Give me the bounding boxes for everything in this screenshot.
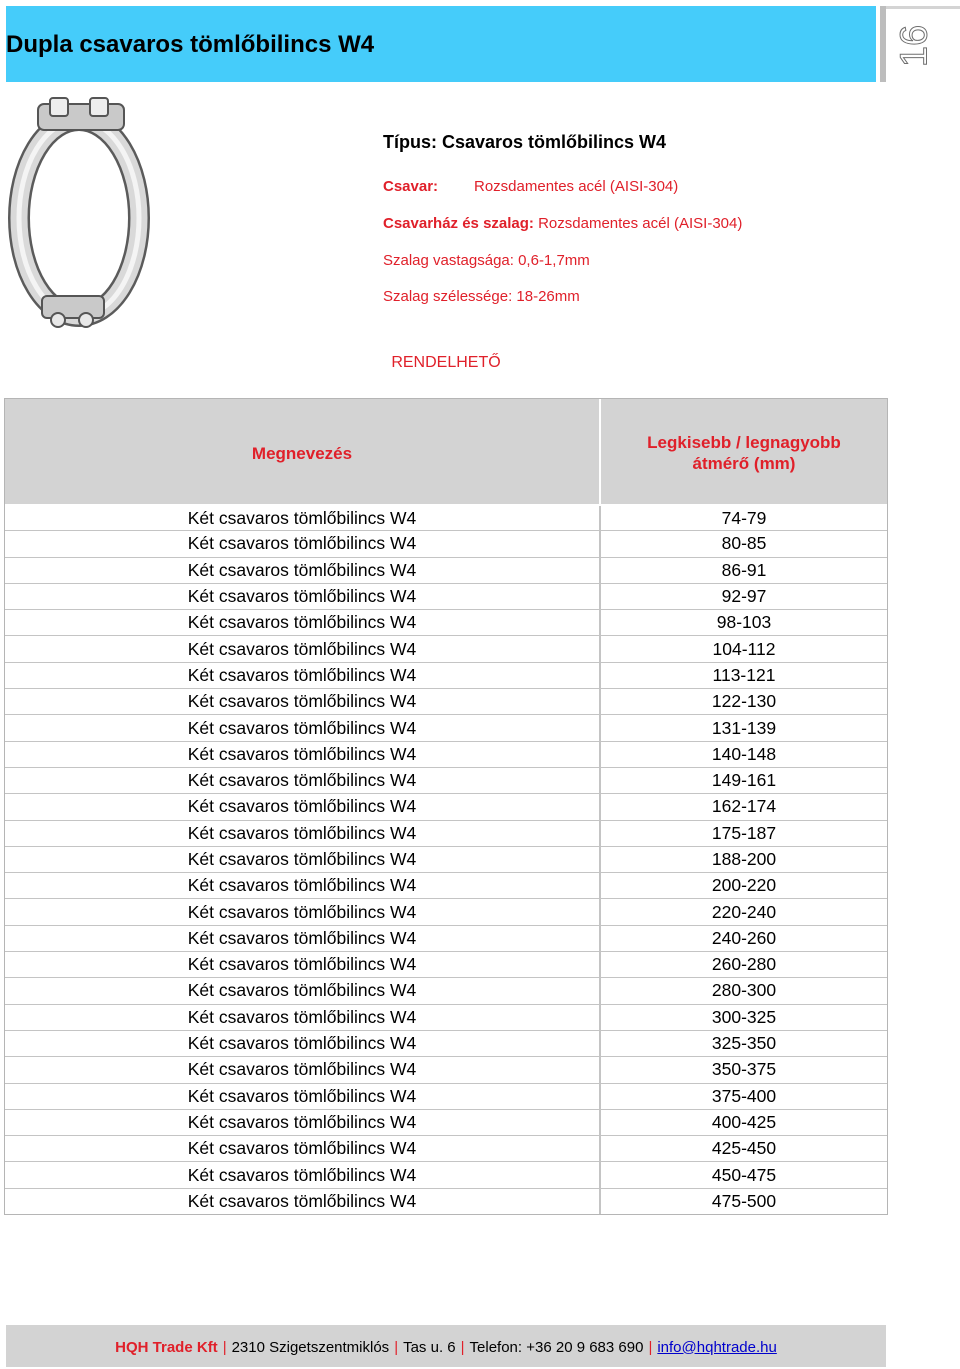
cell-name: Két csavaros tömlőbilincs W4 <box>5 663 601 688</box>
cell-diameter: 162-174 <box>711 796 777 817</box>
cell-diameter: 220-240 <box>711 901 777 922</box>
spec-housing-label: Csavarház és szalag: <box>383 215 534 232</box>
table-row <box>5 741 887 767</box>
table-row <box>5 714 887 740</box>
cell-diameter: 240-260 <box>711 927 777 948</box>
cell-name: Két csavaros tömlőbilincs W4 <box>5 715 601 740</box>
cell-diameter: 475-500 <box>711 1190 777 1211</box>
cell-diameter: 149-161 <box>711 770 777 791</box>
cell-name: Két csavaros tömlőbilincs W4 <box>5 978 601 1003</box>
table-row <box>5 1083 887 1109</box>
product-type: Típus: Csavaros tömlőbilincs W4 <box>383 132 667 152</box>
table-row <box>5 609 887 635</box>
cell-name: Két csavaros tömlőbilincs W4 <box>5 742 601 767</box>
footer-separator: | <box>648 1338 653 1356</box>
cell-diameter: 425-450 <box>711 1138 777 1159</box>
cell-name: Két csavaros tömlőbilincs W4 <box>5 1005 601 1030</box>
table-row <box>5 530 887 556</box>
cell-diameter: 131-139 <box>711 717 777 738</box>
table-row <box>5 583 887 609</box>
cell-diameter: 74-79 <box>721 507 767 528</box>
cell-name: Két csavaros tömlőbilincs W4 <box>5 506 601 530</box>
cell-name: Két csavaros tömlőbilincs W4 <box>5 794 601 819</box>
table-row <box>5 1135 887 1161</box>
cell-diameter: 300-325 <box>711 1006 777 1027</box>
spec-housing-value: Rozsdamentes acél (AISI-304) <box>538 215 743 232</box>
table-row <box>5 504 887 530</box>
footer-separator: | <box>222 1338 227 1356</box>
header-diameter-line2: átmérő (mm) <box>692 454 796 473</box>
spec-screw-value: Rozsdamentes acél (AISI-304) <box>474 178 679 195</box>
footer-email-link[interactable]: info@hqhtrade.hu <box>657 1338 777 1356</box>
cell-diameter: 104-112 <box>712 638 776 659</box>
cell-name: Két csavaros tömlőbilincs W4 <box>5 1084 601 1109</box>
table-row <box>5 793 887 819</box>
page-title: Dupla csavaros tömlőbilincs W4 <box>6 31 375 58</box>
table-body <box>5 504 887 1214</box>
header-name: Megnevezés <box>5 399 601 504</box>
cell-name: Két csavaros tömlőbilincs W4 <box>5 689 601 714</box>
table-row <box>5 1056 887 1082</box>
spec-screw-label: Csavar: <box>383 178 439 195</box>
cell-name: Két csavaros tömlőbilincs W4 <box>5 1110 601 1135</box>
cell-diameter: 260-280 <box>711 954 777 975</box>
table-row <box>5 767 887 793</box>
cell-diameter: 280-300 <box>711 980 777 1001</box>
hose-clamp-image <box>4 96 154 332</box>
cell-diameter: 140-148 <box>711 743 777 764</box>
table-row <box>5 951 887 977</box>
cell-diameter: 98-103 <box>716 612 772 633</box>
cell-name: Két csavaros tömlőbilincs W4 <box>5 1136 601 1161</box>
order-label: RENDELHETŐ <box>391 354 501 371</box>
spec-width: Szalag szélessége: 18-26mm <box>383 288 580 305</box>
spec-screw <box>383 178 679 195</box>
cell-diameter: 113-121 <box>712 664 776 685</box>
cell-diameter: 200-220 <box>711 875 777 896</box>
footer-phone: Telefon: +36 20 9 683 690 <box>469 1338 644 1356</box>
cell-name: Két csavaros tömlőbilincs W4 <box>5 768 601 793</box>
cell-name: Két csavaros tömlőbilincs W4 <box>5 1189 601 1214</box>
cell-name: Két csavaros tömlőbilincs W4 <box>5 1057 601 1082</box>
table-row <box>5 977 887 1003</box>
cell-name: Két csavaros tömlőbilincs W4 <box>5 873 601 898</box>
cell-diameter: 122-130 <box>711 691 777 712</box>
cell-name: Két csavaros tömlőbilincs W4 <box>5 899 601 924</box>
cell-name: Két csavaros tömlőbilincs W4 <box>5 926 601 951</box>
cell-diameter: 450-475 <box>711 1164 777 1185</box>
cell-name: Két csavaros tömlőbilincs W4 <box>5 531 601 556</box>
cell-diameter: 86-91 <box>721 559 767 580</box>
cell-name: Két csavaros tömlőbilincs W4 <box>5 952 601 977</box>
cell-diameter: 188-200 <box>711 849 777 869</box>
cell-diameter: 92-97 <box>721 586 767 607</box>
cell-name: Két csavaros tömlőbilincs W4 <box>5 1031 601 1056</box>
cell-diameter: 375-400 <box>711 1085 777 1106</box>
table-header <box>5 399 887 504</box>
table-row <box>5 1161 887 1187</box>
spec-thickness: Szalag vastagsága: 0,6-1,7mm <box>383 252 590 269</box>
table-row <box>5 557 887 583</box>
table-row <box>5 872 887 898</box>
cell-name: Két csavaros tömlőbilincs W4 <box>5 1162 601 1187</box>
cell-diameter: 80-85 <box>721 533 767 554</box>
table-row <box>5 846 887 872</box>
table-row <box>5 1004 887 1030</box>
cell-name: Két csavaros tömlőbilincs W4 <box>5 847 601 872</box>
footer-address: 2310 Szigetszentmiklós <box>231 1338 390 1356</box>
table-row <box>5 820 887 846</box>
header-bar <box>6 6 876 82</box>
table-row <box>5 662 887 688</box>
cell-name: Két csavaros tömlőbilincs W4 <box>5 821 601 846</box>
product-table <box>4 398 888 1215</box>
page-number: 16 <box>893 24 936 68</box>
table-row <box>5 898 887 924</box>
table-row <box>5 1188 887 1214</box>
cell-diameter: 350-375 <box>711 1059 777 1080</box>
footer <box>6 1325 886 1367</box>
table-row <box>5 1109 887 1135</box>
cell-diameter: 325-350 <box>711 1033 777 1054</box>
cell-name: Két csavaros tömlőbilincs W4 <box>5 610 601 635</box>
table-row <box>5 688 887 714</box>
table-row <box>5 1030 887 1056</box>
table-row <box>5 635 887 661</box>
cell-name: Két csavaros tömlőbilincs W4 <box>5 584 601 609</box>
footer-company: HQH Trade Kft <box>115 1338 218 1356</box>
footer-separator: | <box>394 1338 399 1356</box>
footer-street: Tas u. 6 <box>403 1338 456 1356</box>
cell-name: Két csavaros tömlőbilincs W4 <box>5 636 601 661</box>
spec-housing <box>383 215 742 232</box>
header-diameter <box>601 399 887 504</box>
cell-diameter: 175-187 <box>711 822 777 843</box>
cell-diameter: 400-425 <box>711 1111 777 1132</box>
header-diameter-line1: Legkisebb / legnagyobb <box>647 433 841 452</box>
table-row <box>5 925 887 951</box>
cell-name: Két csavaros tömlőbilincs W4 <box>5 558 601 583</box>
footer-separator: | <box>460 1338 465 1356</box>
